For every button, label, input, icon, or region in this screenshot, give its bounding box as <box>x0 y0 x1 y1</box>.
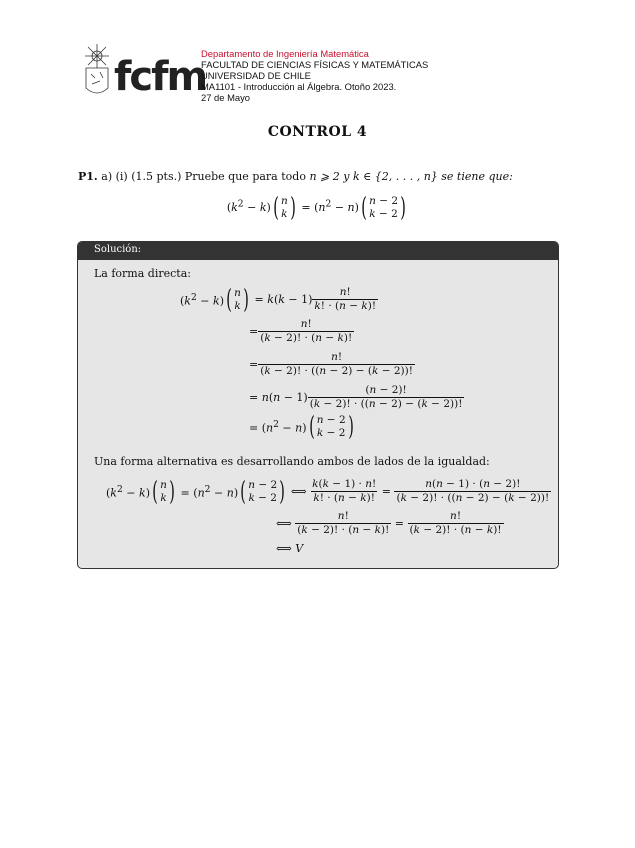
alternative-line-1: $(k^2 - k)$ ( n k ) = $(n^2 - n)$ ( n − 2 k − 2 ) ⟺ $\frac{k(k - 1) \cdot n!}{k! \cdot (n - k)!}$ = $\frac{n(n - 1) \cdot (n - 2)!}{(k - 2)! \cdot ((n - 2) - (k - 2))!}$ <box>106 476 550 507</box>
derivation-line-5: = $(n^2 - n)$ ( n − 2 k − 2 ) <box>249 412 354 442</box>
alternative-line-3: ⟺ V <box>276 542 304 555</box>
solution-header <box>78 242 558 260</box>
solution-box <box>77 241 559 569</box>
university-name: UNIVERSIDAD DE CHILE <box>201 70 311 81</box>
derivation-line-4: = n(n − 1) $\frac{(n - 2)!}{(k - 2)! \cdot ((n - 2) - (k - 2))!}$ <box>249 384 463 410</box>
alternative-line-2: ⟺ $\frac{n!}{(k - 2)! \cdot (n - k)!}$ = $\frac{n!}{(k - 2)! \cdot (n - k)!}$ <box>276 510 502 536</box>
identity-equation: $(k^2 - k)$ ( n k ) = $(n^2 - n)$ ( n − 2 k − 2 ) <box>226 193 406 223</box>
faculty-name: FACULTAD DE CIENCIAS FÍSICAS Y MATEMÁTICAS <box>201 59 429 70</box>
course-name: MA1101 - Introducción al Álgebra. Otoño 2023. <box>201 81 397 92</box>
solution-intro: La forma directa: <box>94 267 191 280</box>
department-name: Departamento de Ingeniería Matemática <box>201 48 369 59</box>
fcfm-logo: fcfm <box>114 54 207 100</box>
problem-label: P1. <box>78 170 98 183</box>
university-emblem-icon <box>82 44 112 102</box>
problem-condition: n ⩾ 2 y k ∈ {2, . . . , n} se tiene que: <box>309 170 513 183</box>
derivation-line-2: = $\frac{n!}{(k - 2)! \cdot (n - k)!}$ <box>249 318 353 344</box>
page-title: CONTROL 4 <box>267 124 368 140</box>
derivation-line-3: = $\frac{n!}{(k - 2)! \cdot ((n - 2) - (k - 2))!}$ <box>249 351 413 377</box>
exam-date: 27 de Mayo <box>201 92 250 103</box>
solution-header-label: Solución: <box>94 244 142 255</box>
derivation-line-1: $(k^2 - k)$ ( n k ) = k(k − 1) $\frac{n!}{k! \cdot (n - k)!}$ <box>180 284 377 315</box>
alternative-intro: Una forma alternativa es desarrollando ambos de lados de la igualdad: <box>94 455 490 468</box>
problem-statement <box>78 170 513 183</box>
conclusion-value: V <box>295 542 304 555</box>
problem-item: a) (i) (1.5 pts.) Pruebe que para todo <box>101 170 306 183</box>
